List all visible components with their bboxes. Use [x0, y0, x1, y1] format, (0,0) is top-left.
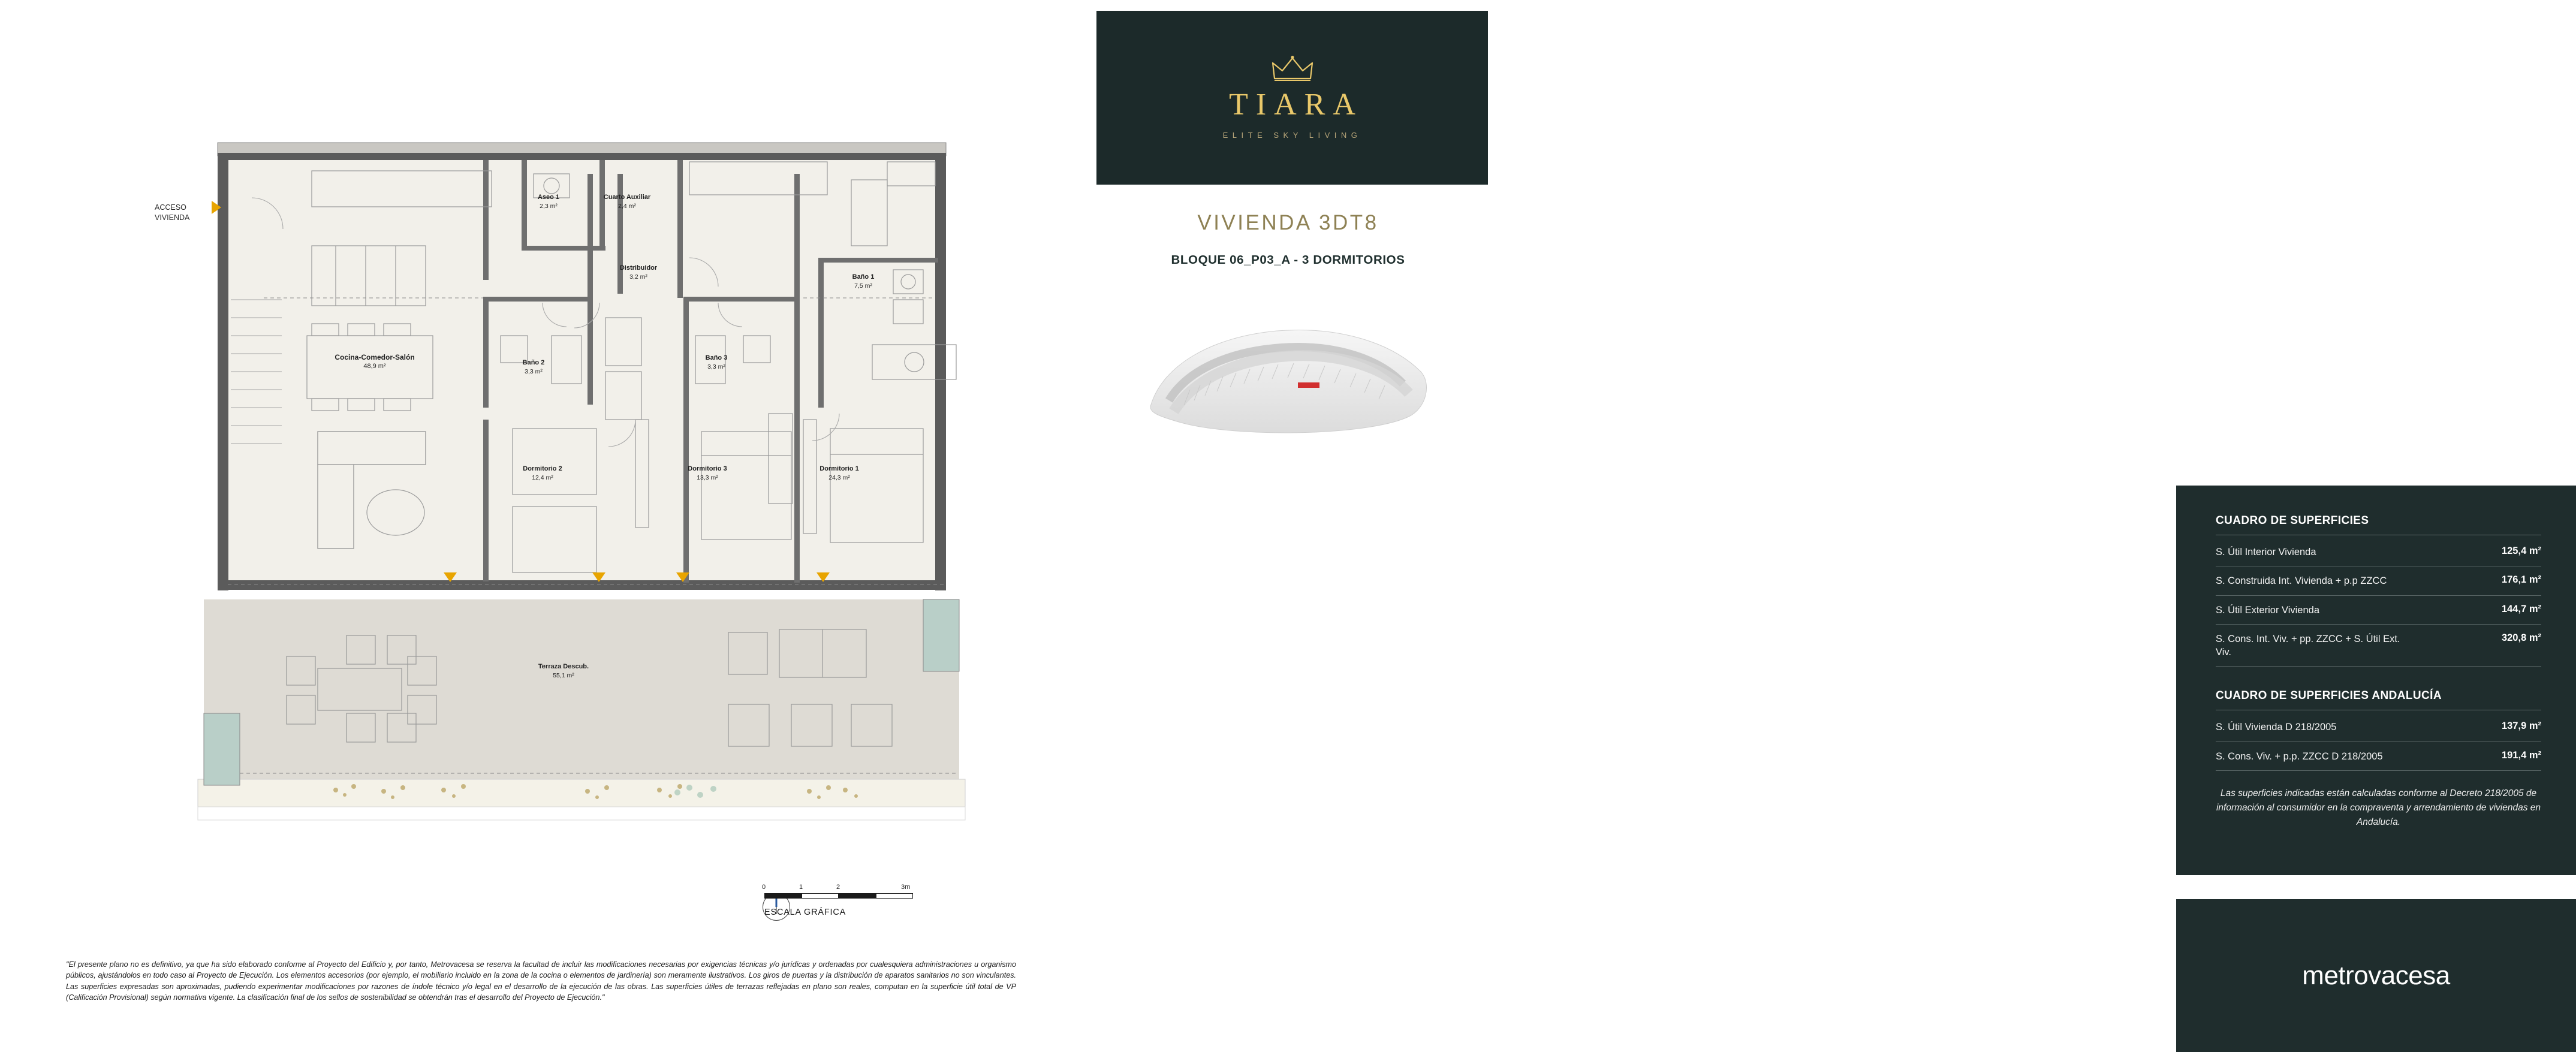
room-name: Cocina-Comedor-Salón	[335, 353, 415, 361]
room-name: Dormitorio 1	[820, 465, 859, 472]
surface-row	[2216, 566, 2541, 595]
room-area: 48,9 m²	[363, 363, 386, 370]
scale-bar	[758, 884, 938, 903]
scale-tick-0: 0	[762, 884, 766, 891]
brand-logo-block	[1096, 11, 1488, 185]
terrace-arrow-icon-3	[676, 572, 689, 582]
surface-label: S. Cons. Viv. + p.p. ZZCC D 218/2005	[2216, 750, 2383, 762]
access-label-line2: VIVIENDA	[155, 213, 190, 222]
surface-label: S. Útil Interior Vivienda	[2216, 547, 2316, 557]
room-name: Distribuidor	[619, 264, 658, 272]
page-title: VIVIENDA 3DT8	[1197, 211, 1379, 234]
room-area: 2,4 m²	[618, 202, 636, 210]
surface-value: 137,9 m²	[2501, 721, 2541, 732]
surfaces-note: Las superficies indicadas están calculadas conforme al Decreto 218/2005 de información al consumidor en la compraventa y arrendamiento de viviendas en Andalucía.	[2216, 788, 2541, 827]
terrace-arrow-icon-4	[817, 572, 830, 582]
crown-icon	[1272, 56, 1313, 82]
surface-row	[2216, 625, 2541, 667]
info-panel	[1088, 0, 2541, 1052]
room-area: 2,3 m²	[540, 202, 558, 210]
surface-value: 191,4 m²	[2501, 749, 2541, 761]
room-area: 3,3 m²	[707, 363, 725, 370]
room-name: Aseo 1	[537, 194, 560, 201]
site-location-thumbnail	[1127, 294, 1451, 456]
room-label-bano-3	[680, 354, 752, 371]
surfaces-andalucia-title: CUADRO DE SUPERFICIES ANDALUCÍA	[2216, 689, 2541, 710]
surfaces-panel	[2176, 486, 2576, 875]
access-label	[155, 203, 221, 223]
unit-location-marker	[1298, 382, 1319, 388]
legal-disclaimer: "El presente plano no es definitivo, ya que ha sido elaborado conforme al Proyecto del Edificio y, por tanto, Metrovacesa se reserva la facultad de incluir las modificaciones necesarias por exigencias técnicas y/o jurídicas y ordenadas por cualesquiera administraciones u organismo públicos, ajustándolos en todo caso al Proyecto de Ejecución. Los elementos accesorios (por ejemplo, el mobiliario incluido en la zona de la cocina o elementos de jardinería) son meramente ilustrativos. Los giros de puertas y la distribución de aparatos sanitarios no son vinculantes. Las superficies expresadas son aproximadas, pudiendo experimentar modificaciones por razones de índole técnico y/o legal en el desarrollo de la ejecución de las obras. Las superficies útiles de terrazas reflejadas en plano son reales, computan en la superficie útil total de VP (Calificación Provisional) según normativa vigente. La clasificación final de los sellos de sostenibilidad se obtendrán tras el desarrollo del Proyecto de Ejecución."	[66, 960, 1016, 1002]
scale-title: ESCALA GRÁFICA	[764, 908, 846, 917]
scale-tick-2: 2	[836, 884, 840, 891]
brand-tagline: ELITE SKY LIVING	[1222, 131, 1362, 140]
room-label-distribuidor	[599, 264, 677, 281]
room-area: 24,3 m²	[828, 474, 850, 481]
graphic-scale	[758, 884, 938, 917]
access-arrow-icon	[212, 201, 221, 214]
surface-row-andalucia	[2216, 742, 2541, 771]
page-subtitle: BLOQUE 06_P03_A - 3 DORMITORIOS	[1171, 253, 1405, 267]
terrace-arrow-icon-2	[592, 572, 605, 582]
terrace-arrow-icon-1	[444, 572, 457, 582]
surface-label: S. Útil Exterior Vivienda	[2216, 604, 2320, 616]
surface-value: 144,7 m²	[2501, 603, 2541, 614]
room-name: Baño 2	[522, 359, 545, 366]
surface-label: S. Construida Int. Vivienda + p.p ZZCC	[2216, 575, 2387, 587]
developer-footer	[2176, 899, 2576, 1052]
room-label-dormitorio-2	[498, 465, 587, 482]
surface-label: S. Útil Vivienda D 218/2005	[2216, 722, 2337, 733]
room-area: 12,4 m²	[532, 474, 553, 481]
surfaces-title: CUADRO DE SUPERFICIES	[2216, 514, 2541, 535]
room-area: 3,2 m²	[629, 273, 647, 281]
room-label-cuarto-auxiliar	[591, 193, 663, 210]
surface-value: 125,4 m²	[2501, 545, 2541, 556]
scale-tick-1: 1	[799, 884, 803, 891]
room-label-bano-1	[830, 273, 896, 290]
room-label-dormitorio-1	[791, 465, 887, 482]
room-name: Dormitorio 2	[523, 465, 562, 472]
room-area: 13,3 m²	[697, 474, 718, 481]
room-label-terraza	[507, 662, 620, 680]
room-name: Baño 1	[852, 273, 875, 281]
room-name: Terraza Descub.	[538, 663, 589, 670]
floor-plan-area	[0, 0, 1088, 1052]
room-name: Dormitorio 3	[688, 465, 727, 472]
room-area: 3,3 m²	[525, 367, 543, 375]
surface-label: S. Cons. Int. Viv. + pp. ZZCC + S. Útil Ext. Viv.	[2216, 633, 2400, 658]
brand-name: TIARA	[1229, 88, 1363, 122]
scale-tick-3: 3m	[901, 884, 911, 891]
room-name: Cuarto Auxiliar	[603, 194, 651, 201]
room-label-aseo-1	[516, 193, 582, 210]
surface-row	[2216, 596, 2541, 625]
surface-row-andalucia	[2216, 713, 2541, 741]
surface-value: 320,8 m²	[2501, 632, 2541, 643]
developer-logo: metrovacesa	[2302, 960, 2450, 990]
room-label-dormitorio-3	[659, 465, 755, 482]
room-area: 55,1 m²	[553, 671, 574, 679]
room-label-cocina-comedor-salon	[312, 352, 438, 371]
room-area: 7,5 m²	[854, 282, 872, 290]
room-label-bano-2	[498, 358, 570, 376]
access-label-line1: ACCESO	[155, 203, 186, 212]
surface-value: 176,1 m²	[2501, 574, 2541, 586]
room-name: Baño 3	[705, 354, 728, 361]
surface-row	[2216, 538, 2541, 566]
